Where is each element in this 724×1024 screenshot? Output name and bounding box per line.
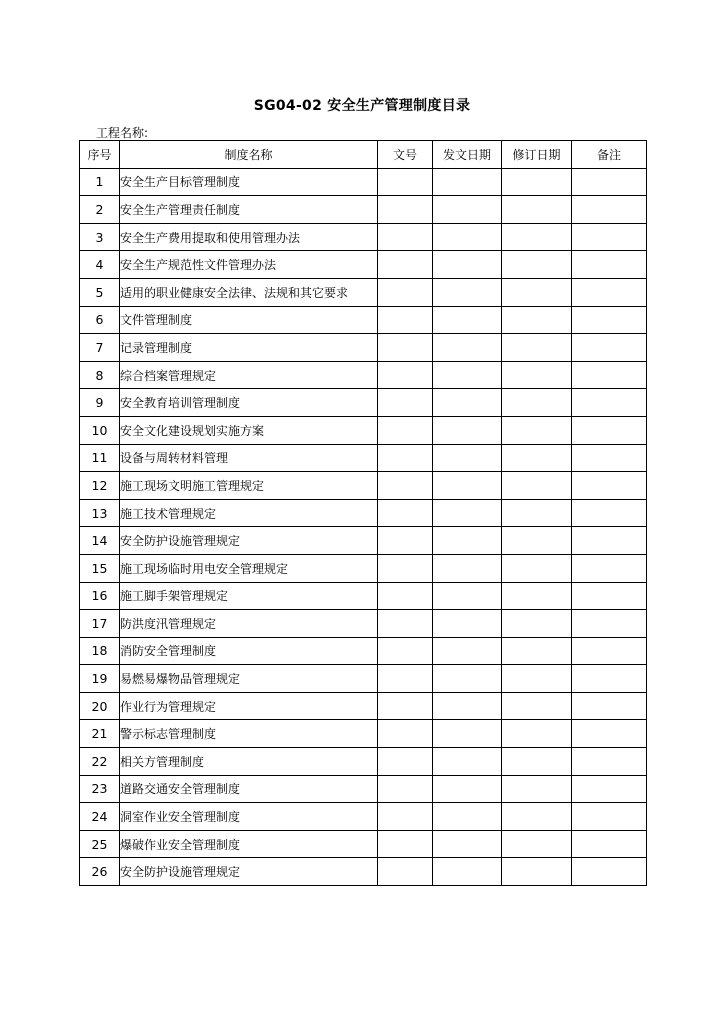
row-issue-date-cell — [433, 554, 502, 582]
project-name-label: 工程名称: — [96, 126, 149, 140]
row-serial-no: 2 — [80, 196, 120, 224]
row-serial-no: 19 — [80, 665, 120, 693]
row-issue-date-cell — [433, 472, 502, 500]
table-row — [80, 748, 647, 776]
row-regulation-name: 警示标志管理制度 — [120, 720, 378, 748]
row-serial-no: 14 — [80, 527, 120, 555]
row-revision-date-cell — [502, 444, 572, 472]
row-regulation-name: 文件管理制度 — [120, 306, 378, 334]
row-revision-date-cell — [502, 223, 572, 251]
row-issue-date-cell — [433, 361, 502, 389]
row-serial-no: 10 — [80, 416, 120, 444]
row-revision-date-cell — [502, 610, 572, 638]
row-remarks-cell — [572, 196, 647, 224]
row-serial-no: 4 — [80, 251, 120, 279]
table-header-row — [80, 141, 647, 169]
row-regulation-name: 防洪度汛管理规定 — [120, 610, 378, 638]
row-serial-no: 8 — [80, 361, 120, 389]
table-row — [80, 665, 647, 693]
row-revision-date-cell — [502, 168, 572, 196]
row-revision-date-cell — [502, 554, 572, 582]
row-remarks-cell — [572, 720, 647, 748]
row-document-no-cell — [378, 251, 433, 279]
row-issue-date-cell — [433, 389, 502, 417]
row-issue-date-cell — [433, 168, 502, 196]
row-revision-date-cell — [502, 361, 572, 389]
row-regulation-name: 消防安全管理制度 — [120, 637, 378, 665]
table-row — [80, 858, 647, 886]
row-document-no-cell — [378, 223, 433, 251]
row-remarks-cell — [572, 472, 647, 500]
row-revision-date-cell — [502, 472, 572, 500]
row-document-no-cell — [378, 720, 433, 748]
row-serial-no: 7 — [80, 334, 120, 362]
row-document-no-cell — [378, 665, 433, 693]
row-revision-date-cell — [502, 416, 572, 444]
row-regulation-name: 安全生产管理责任制度 — [120, 196, 378, 224]
row-document-no-cell — [378, 610, 433, 638]
row-regulation-name: 安全生产规范性文件管理办法 — [120, 251, 378, 279]
row-regulation-name: 安全防护设施管理规定 — [120, 527, 378, 555]
row-document-no-cell — [378, 527, 433, 555]
row-regulation-name: 安全生产费用提取和使用管理办法 — [120, 223, 378, 251]
table-row — [80, 444, 647, 472]
row-revision-date-cell — [502, 306, 572, 334]
table-body — [80, 168, 647, 885]
row-document-no-cell — [378, 582, 433, 610]
table-row — [80, 196, 647, 224]
row-remarks-cell — [572, 665, 647, 693]
row-regulation-name: 施工脚手架管理规定 — [120, 582, 378, 610]
table-row — [80, 692, 647, 720]
row-remarks-cell — [572, 830, 647, 858]
row-issue-date-cell — [433, 196, 502, 224]
row-remarks-cell — [572, 416, 647, 444]
row-issue-date-cell — [433, 416, 502, 444]
row-remarks-cell — [572, 582, 647, 610]
row-serial-no: 21 — [80, 720, 120, 748]
table-row — [80, 830, 647, 858]
row-remarks-cell — [572, 858, 647, 886]
row-issue-date-cell — [433, 775, 502, 803]
row-document-no-cell — [378, 306, 433, 334]
row-revision-date-cell — [502, 748, 572, 776]
table-row — [80, 499, 647, 527]
row-remarks-cell — [572, 444, 647, 472]
row-remarks-cell — [572, 223, 647, 251]
row-serial-no: 12 — [80, 472, 120, 500]
row-revision-date-cell — [502, 389, 572, 417]
row-revision-date-cell — [502, 637, 572, 665]
header-document-no: 文号 — [378, 141, 433, 169]
row-revision-date-cell — [502, 803, 572, 831]
row-remarks-cell — [572, 334, 647, 362]
row-remarks-cell — [572, 306, 647, 334]
row-serial-no: 17 — [80, 610, 120, 638]
row-issue-date-cell — [433, 444, 502, 472]
row-revision-date-cell — [502, 665, 572, 693]
row-regulation-name: 易燃易爆物品管理规定 — [120, 665, 378, 693]
row-document-no-cell — [378, 361, 433, 389]
row-revision-date-cell — [502, 720, 572, 748]
row-remarks-cell — [572, 389, 647, 417]
row-issue-date-cell — [433, 306, 502, 334]
header-issue-date: 发文日期 — [433, 141, 502, 169]
row-document-no-cell — [378, 499, 433, 527]
row-document-no-cell — [378, 775, 433, 803]
row-revision-date-cell — [502, 527, 572, 555]
row-document-no-cell — [378, 803, 433, 831]
row-revision-date-cell — [502, 858, 572, 886]
row-remarks-cell — [572, 251, 647, 279]
row-serial-no: 15 — [80, 554, 120, 582]
row-remarks-cell — [572, 692, 647, 720]
row-issue-date-cell — [433, 665, 502, 693]
row-regulation-name: 施工现场文明施工管理规定 — [120, 472, 378, 500]
document-title: SG04-02 安全生产管理制度目录 — [253, 98, 471, 114]
row-document-no-cell — [378, 444, 433, 472]
row-serial-no: 18 — [80, 637, 120, 665]
row-document-no-cell — [378, 858, 433, 886]
row-serial-no: 24 — [80, 803, 120, 831]
row-revision-date-cell — [502, 196, 572, 224]
table-row — [80, 278, 647, 306]
row-serial-no: 20 — [80, 692, 120, 720]
row-serial-no: 6 — [80, 306, 120, 334]
table-row — [80, 223, 647, 251]
table-row — [80, 361, 647, 389]
row-issue-date-cell — [433, 637, 502, 665]
row-document-no-cell — [378, 416, 433, 444]
row-remarks-cell — [572, 637, 647, 665]
row-regulation-name: 相关方管理制度 — [120, 748, 378, 776]
row-serial-no: 25 — [80, 830, 120, 858]
row-document-no-cell — [378, 196, 433, 224]
table-row — [80, 334, 647, 362]
row-remarks-cell — [572, 361, 647, 389]
row-serial-no: 22 — [80, 748, 120, 776]
table-row — [80, 306, 647, 334]
row-serial-no: 9 — [80, 389, 120, 417]
row-remarks-cell — [572, 527, 647, 555]
row-regulation-name: 施工技术管理规定 — [120, 499, 378, 527]
row-remarks-cell — [572, 803, 647, 831]
row-issue-date-cell — [433, 692, 502, 720]
row-regulation-name: 设备与周转材料管理 — [120, 444, 378, 472]
row-issue-date-cell — [433, 748, 502, 776]
row-issue-date-cell — [433, 610, 502, 638]
table-row — [80, 554, 647, 582]
row-revision-date-cell — [502, 775, 572, 803]
header-remarks: 备注 — [572, 141, 647, 169]
row-issue-date-cell — [433, 582, 502, 610]
row-issue-date-cell — [433, 527, 502, 555]
table-row — [80, 416, 647, 444]
row-serial-no: 16 — [80, 582, 120, 610]
row-regulation-name: 安全教育培训管理制度 — [120, 389, 378, 417]
row-remarks-cell — [572, 499, 647, 527]
row-issue-date-cell — [433, 334, 502, 362]
table-row — [80, 720, 647, 748]
row-regulation-name: 道路交通安全管理制度 — [120, 775, 378, 803]
row-regulation-name: 安全防护设施管理规定 — [120, 858, 378, 886]
row-regulation-name: 洞室作业安全管理制度 — [120, 803, 378, 831]
row-issue-date-cell — [433, 858, 502, 886]
row-regulation-name: 爆破作业安全管理制度 — [120, 830, 378, 858]
row-revision-date-cell — [502, 830, 572, 858]
row-remarks-cell — [572, 775, 647, 803]
table-row — [80, 389, 647, 417]
row-serial-no: 13 — [80, 499, 120, 527]
table-row — [80, 582, 647, 610]
row-serial-no: 26 — [80, 858, 120, 886]
row-issue-date-cell — [433, 803, 502, 831]
regulation-catalog-table — [79, 140, 647, 886]
row-issue-date-cell — [433, 223, 502, 251]
row-document-no-cell — [378, 830, 433, 858]
row-serial-no: 11 — [80, 444, 120, 472]
row-serial-no: 23 — [80, 775, 120, 803]
row-revision-date-cell — [502, 334, 572, 362]
row-regulation-name: 适用的职业健康安全法律、法规和其它要求 — [120, 278, 378, 306]
header-revision-date: 修订日期 — [502, 141, 572, 169]
row-issue-date-cell — [433, 830, 502, 858]
table-row — [80, 803, 647, 831]
table-row — [80, 472, 647, 500]
row-revision-date-cell — [502, 499, 572, 527]
row-document-no-cell — [378, 389, 433, 417]
row-regulation-name: 安全生产目标管理制度 — [120, 168, 378, 196]
row-document-no-cell — [378, 472, 433, 500]
row-regulation-name: 施工现场临时用电安全管理规定 — [120, 554, 378, 582]
row-remarks-cell — [572, 748, 647, 776]
row-issue-date-cell — [433, 251, 502, 279]
row-document-no-cell — [378, 554, 433, 582]
row-remarks-cell — [572, 554, 647, 582]
row-regulation-name: 综合档案管理规定 — [120, 361, 378, 389]
row-serial-no: 5 — [80, 278, 120, 306]
row-document-no-cell — [378, 278, 433, 306]
row-revision-date-cell — [502, 251, 572, 279]
row-document-no-cell — [378, 334, 433, 362]
table-row — [80, 775, 647, 803]
row-serial-no: 1 — [80, 168, 120, 196]
table-row — [80, 251, 647, 279]
row-regulation-name: 记录管理制度 — [120, 334, 378, 362]
table-row — [80, 168, 647, 196]
row-issue-date-cell — [433, 499, 502, 527]
row-revision-date-cell — [502, 278, 572, 306]
row-document-no-cell — [378, 168, 433, 196]
row-document-no-cell — [378, 637, 433, 665]
row-serial-no: 3 — [80, 223, 120, 251]
row-remarks-cell — [572, 610, 647, 638]
row-regulation-name: 安全文化建设规划实施方案 — [120, 416, 378, 444]
row-issue-date-cell — [433, 720, 502, 748]
row-remarks-cell — [572, 168, 647, 196]
row-document-no-cell — [378, 748, 433, 776]
row-revision-date-cell — [502, 692, 572, 720]
table-row — [80, 637, 647, 665]
row-document-no-cell — [378, 692, 433, 720]
table-row — [80, 610, 647, 638]
table-row — [80, 527, 647, 555]
row-issue-date-cell — [433, 278, 502, 306]
row-revision-date-cell — [502, 582, 572, 610]
header-serial-no: 序号 — [80, 141, 120, 169]
row-regulation-name: 作业行为管理规定 — [120, 692, 378, 720]
row-remarks-cell — [572, 278, 647, 306]
header-regulation-name: 制度名称 — [120, 141, 378, 169]
